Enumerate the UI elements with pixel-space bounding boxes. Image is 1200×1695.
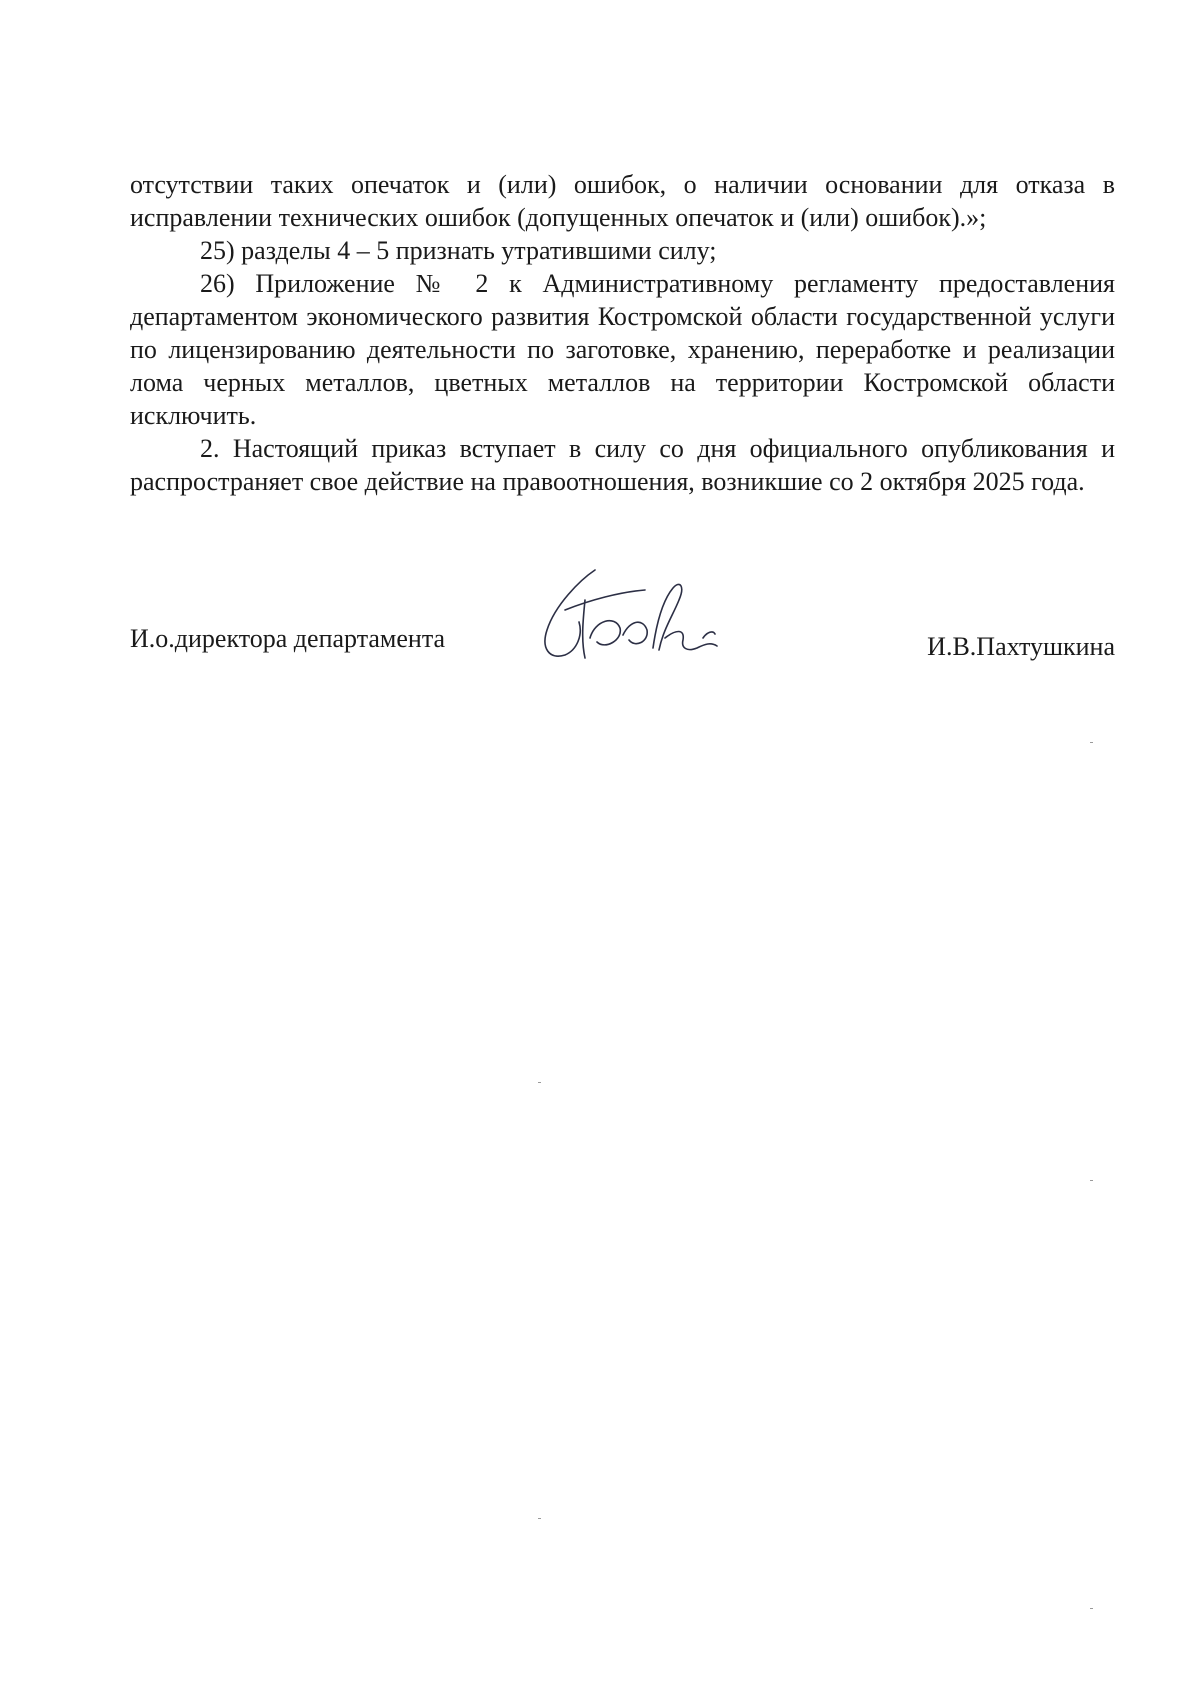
- signature-block: [130, 560, 1115, 680]
- scan-speck: [1090, 742, 1093, 743]
- document-body: [130, 168, 1115, 498]
- paragraph-item-25: 25) разделы 4 – 5 признать утратившими силу;: [200, 236, 717, 265]
- scan-speck: [1090, 1180, 1093, 1181]
- paragraph-continuation: отсутствии таких опечаток и (или) ошибок, о наличии основании для отказа в исправлении технических ошибок (допущенных опечаток и (или) ошибок).»;: [130, 170, 1115, 232]
- scan-speck: [538, 1082, 541, 1083]
- paragraph-item-26: 26) Приложение № 2 к Административному регламенту предоставления департаментом экономического развития Костромской области государственной услуги по лицензированию деятельности по заготовке, хранению, переработке и реализации лома черных металлов, цветных металлов на территории Костромской области исключить.: [130, 269, 1115, 430]
- handwritten-signature: [535, 560, 725, 670]
- paragraph-clause-2: 2. Настоящий приказ вступает в силу со дня официального опубликования и распространяет свое действие на правоотношения, возникшие со 2 октября 2025 года.: [130, 434, 1115, 496]
- signer-title: И.о.директора департамента: [130, 624, 446, 653]
- scan-speck: [538, 1518, 541, 1519]
- signer-name: И.В.Пахтушкина: [927, 632, 1115, 661]
- scan-speck: [1090, 1608, 1093, 1609]
